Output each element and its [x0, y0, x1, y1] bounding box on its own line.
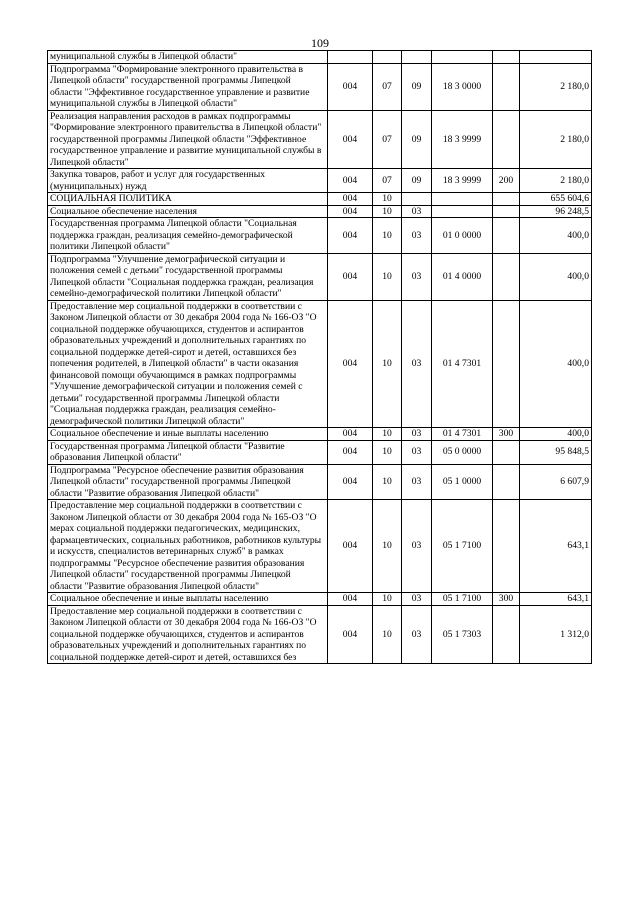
subsection-code-cell — [402, 193, 432, 206]
expense-type-cell: 200 — [493, 169, 520, 193]
amount-cell: 400,0 — [520, 218, 592, 254]
target-article-cell — [432, 51, 493, 64]
expense-type-cell — [493, 193, 520, 206]
subsection-code-cell: 03 — [402, 300, 432, 428]
row-name-cell: Предоставление мер социальной поддержки в соответствии с Законом Липецкой области от 30 декабря 2004 года № 166-ОЗ "О социальной поддержке обучающихся, студентов и аспирантов образовательных учреждений и дополнительных гарантиях по социальной поддержке детей-сирот и детей, оставшихся без — [48, 605, 328, 664]
expense-type-cell — [493, 300, 520, 428]
subsection-code-cell: 03 — [402, 593, 432, 606]
row-name-cell: Подпрограмма "Улучшение демографической ситуации и положения семей с детьми" государственной программы Липецкой области "Социальная поддержка граждан, реализация семейно-демографической политики Липецкой области" — [48, 253, 328, 300]
expense-type-cell — [493, 464, 520, 500]
row-name-cell: муниципальной службы в Липецкой области" — [48, 51, 328, 64]
section-code-cell: 10 — [373, 253, 402, 300]
row-name-cell: Государственная программа Липецкой области "Развитие образования Липецкой области" — [48, 440, 328, 464]
amount-cell: 643,1 — [520, 593, 592, 606]
row-name-cell: Социальное обеспечение и иные выплаты населению — [48, 593, 328, 606]
gr-code-cell: 004 — [328, 464, 373, 500]
section-code-cell: 10 — [373, 300, 402, 428]
gr-code-cell: 004 — [328, 428, 373, 441]
section-code-cell: 07 — [373, 169, 402, 193]
table-row — [48, 428, 592, 441]
table-row — [48, 253, 592, 300]
amount-cell: 6 607,9 — [520, 464, 592, 500]
row-name-cell: Предоставление мер социальной поддержки в соответствии с Законом Липецкой области от 30 декабря 2004 года № 166-ОЗ "О социальной поддержке обучающихся, студентов и аспирантов образовательных учреждений и дополнительных гарантиях по социальной поддержке детей-сирот и детей, оставшихся без попечения родителей, в Липецкой области" в части оказания финансовой помощи обучающимся в рамках подпрограммы "Улучшение демографической ситуации и положения семей с детьми" государственной программы Липецкой области "Социальная поддержка граждан, реализация семейно-демографической политики Липецкой области" — [48, 300, 328, 428]
section-code-cell — [373, 51, 402, 64]
amount-cell: 2 180,0 — [520, 63, 592, 110]
table-row — [48, 440, 592, 464]
subsection-code-cell: 09 — [402, 110, 432, 169]
expense-type-cell — [493, 440, 520, 464]
expense-type-cell — [493, 51, 520, 64]
amount-cell: 95 848,5 — [520, 440, 592, 464]
section-code-cell: 10 — [373, 440, 402, 464]
subsection-code-cell: 03 — [402, 605, 432, 664]
subsection-code-cell: 03 — [402, 205, 432, 218]
gr-code-cell: 004 — [328, 169, 373, 193]
subsection-code-cell: 03 — [402, 440, 432, 464]
row-name-cell: Предоставление мер социальной поддержки в соответствии с Законом Липецкой области от 30 декабря 2004 года № 165-ОЗ "О мерах социальной поддержки педагогических, медицинских, фармацевтических, социальных работников, работников культуры и искусств, специалистов ветеринарных служб" в рамках подпрограммы "Ресурсное обеспечение развития образования Липецкой области" государственной программы Липецкой области "Развитие образования Липецкой области" — [48, 500, 328, 593]
amount-cell: 1 312,0 — [520, 605, 592, 664]
page-number: 109 — [311, 36, 329, 50]
row-name-cell: Закупка товаров, работ и услуг для государственных (муниципальных) нужд — [48, 169, 328, 193]
section-code-cell: 07 — [373, 63, 402, 110]
table-row — [48, 51, 592, 64]
table-row — [48, 63, 592, 110]
gr-code-cell: 004 — [328, 218, 373, 254]
row-name-cell: СОЦИАЛЬНАЯ ПОЛИТИКА — [48, 193, 328, 206]
amount-cell: 2 180,0 — [520, 110, 592, 169]
row-name-cell: Реализация направления расходов в рамках подпрограммы "Формирование электронного правительства в Липецкой области" государственной программы Липецкой области "Эффективное государственное управление и развитие муниципальной службы в Липецкой области" — [48, 110, 328, 169]
expense-type-cell: 300 — [493, 593, 520, 606]
budget-table — [47, 50, 592, 664]
target-article-cell: 01 0 0000 — [432, 218, 493, 254]
gr-code-cell: 004 — [328, 440, 373, 464]
subsection-code-cell: 09 — [402, 63, 432, 110]
amount-cell: 96 248,5 — [520, 205, 592, 218]
amount-cell — [520, 51, 592, 64]
target-article-cell: 05 1 7303 — [432, 605, 493, 664]
section-code-cell: 10 — [373, 464, 402, 500]
section-code-cell: 07 — [373, 110, 402, 169]
target-article-cell: 05 1 0000 — [432, 464, 493, 500]
amount-cell: 2 180,0 — [520, 169, 592, 193]
subsection-code-cell: 03 — [402, 464, 432, 500]
section-code-cell: 10 — [373, 593, 402, 606]
target-article-cell: 05 1 7100 — [432, 500, 493, 593]
expense-type-cell — [493, 605, 520, 664]
expense-type-cell — [493, 63, 520, 110]
target-article-cell — [432, 205, 493, 218]
target-article-cell — [432, 193, 493, 206]
target-article-cell: 18 3 9999 — [432, 110, 493, 169]
expense-type-cell — [493, 500, 520, 593]
gr-code-cell: 004 — [328, 300, 373, 428]
gr-code-cell: 004 — [328, 253, 373, 300]
table-row — [48, 464, 592, 500]
amount-cell: 655 604,6 — [520, 193, 592, 206]
target-article-cell: 05 1 7100 — [432, 593, 493, 606]
gr-code-cell: 004 — [328, 593, 373, 606]
table-row — [48, 300, 592, 428]
table-row — [48, 205, 592, 218]
gr-code-cell: 004 — [328, 63, 373, 110]
expense-type-cell — [493, 253, 520, 300]
gr-code-cell: 004 — [328, 193, 373, 206]
gr-code-cell: 004 — [328, 500, 373, 593]
subsection-code-cell: 03 — [402, 218, 432, 254]
expense-type-cell — [493, 110, 520, 169]
section-code-cell: 10 — [373, 205, 402, 218]
row-name-cell: Социальное обеспечение населения — [48, 205, 328, 218]
table-row — [48, 593, 592, 606]
target-article-cell: 01 4 0000 — [432, 253, 493, 300]
subsection-code-cell: 03 — [402, 500, 432, 593]
target-article-cell: 05 0 0000 — [432, 440, 493, 464]
row-name-cell: Подпрограмма "Ресурсное обеспечение развития образования Липецкой области" государственной программы Липецкой области "Развитие образования Липецкой области" — [48, 464, 328, 500]
subsection-code-cell: 03 — [402, 253, 432, 300]
target-article-cell: 18 3 0000 — [432, 63, 493, 110]
row-name-cell: Подпрограмма "Формирование электронного правительства в Липецкой области" государственной программы Липецкой области "Эффективное государственное управление и развитие муниципальной службы в Липецкой области" — [48, 63, 328, 110]
row-name-cell: Государственная программа Липецкой области "Социальная поддержка граждан, реализация семейно-демографической политики Липецкой области" — [48, 218, 328, 254]
table-row — [48, 193, 592, 206]
gr-code-cell: 004 — [328, 205, 373, 218]
row-name-cell: Социальное обеспечение и иные выплаты населению — [48, 428, 328, 441]
amount-cell: 400,0 — [520, 300, 592, 428]
subsection-code-cell: 03 — [402, 428, 432, 441]
amount-cell: 400,0 — [520, 253, 592, 300]
target-article-cell: 01 4 7301 — [432, 300, 493, 428]
expense-type-cell: 300 — [493, 428, 520, 441]
gr-code-cell: 004 — [328, 605, 373, 664]
table-row — [48, 218, 592, 254]
table-row — [48, 110, 592, 169]
gr-code-cell: 004 — [328, 110, 373, 169]
expense-type-cell — [493, 218, 520, 254]
table-row — [48, 169, 592, 193]
target-article-cell: 18 3 9999 — [432, 169, 493, 193]
amount-cell: 400,0 — [520, 428, 592, 441]
section-code-cell: 10 — [373, 428, 402, 441]
section-code-cell: 10 — [373, 605, 402, 664]
subsection-code-cell — [402, 51, 432, 64]
target-article-cell: 01 4 7301 — [432, 428, 493, 441]
section-code-cell: 10 — [373, 193, 402, 206]
expense-type-cell — [493, 205, 520, 218]
amount-cell: 643,1 — [520, 500, 592, 593]
table-row — [48, 605, 592, 664]
subsection-code-cell: 09 — [402, 169, 432, 193]
gr-code-cell — [328, 51, 373, 64]
table-row — [48, 500, 592, 593]
section-code-cell: 10 — [373, 500, 402, 593]
section-code-cell: 10 — [373, 218, 402, 254]
